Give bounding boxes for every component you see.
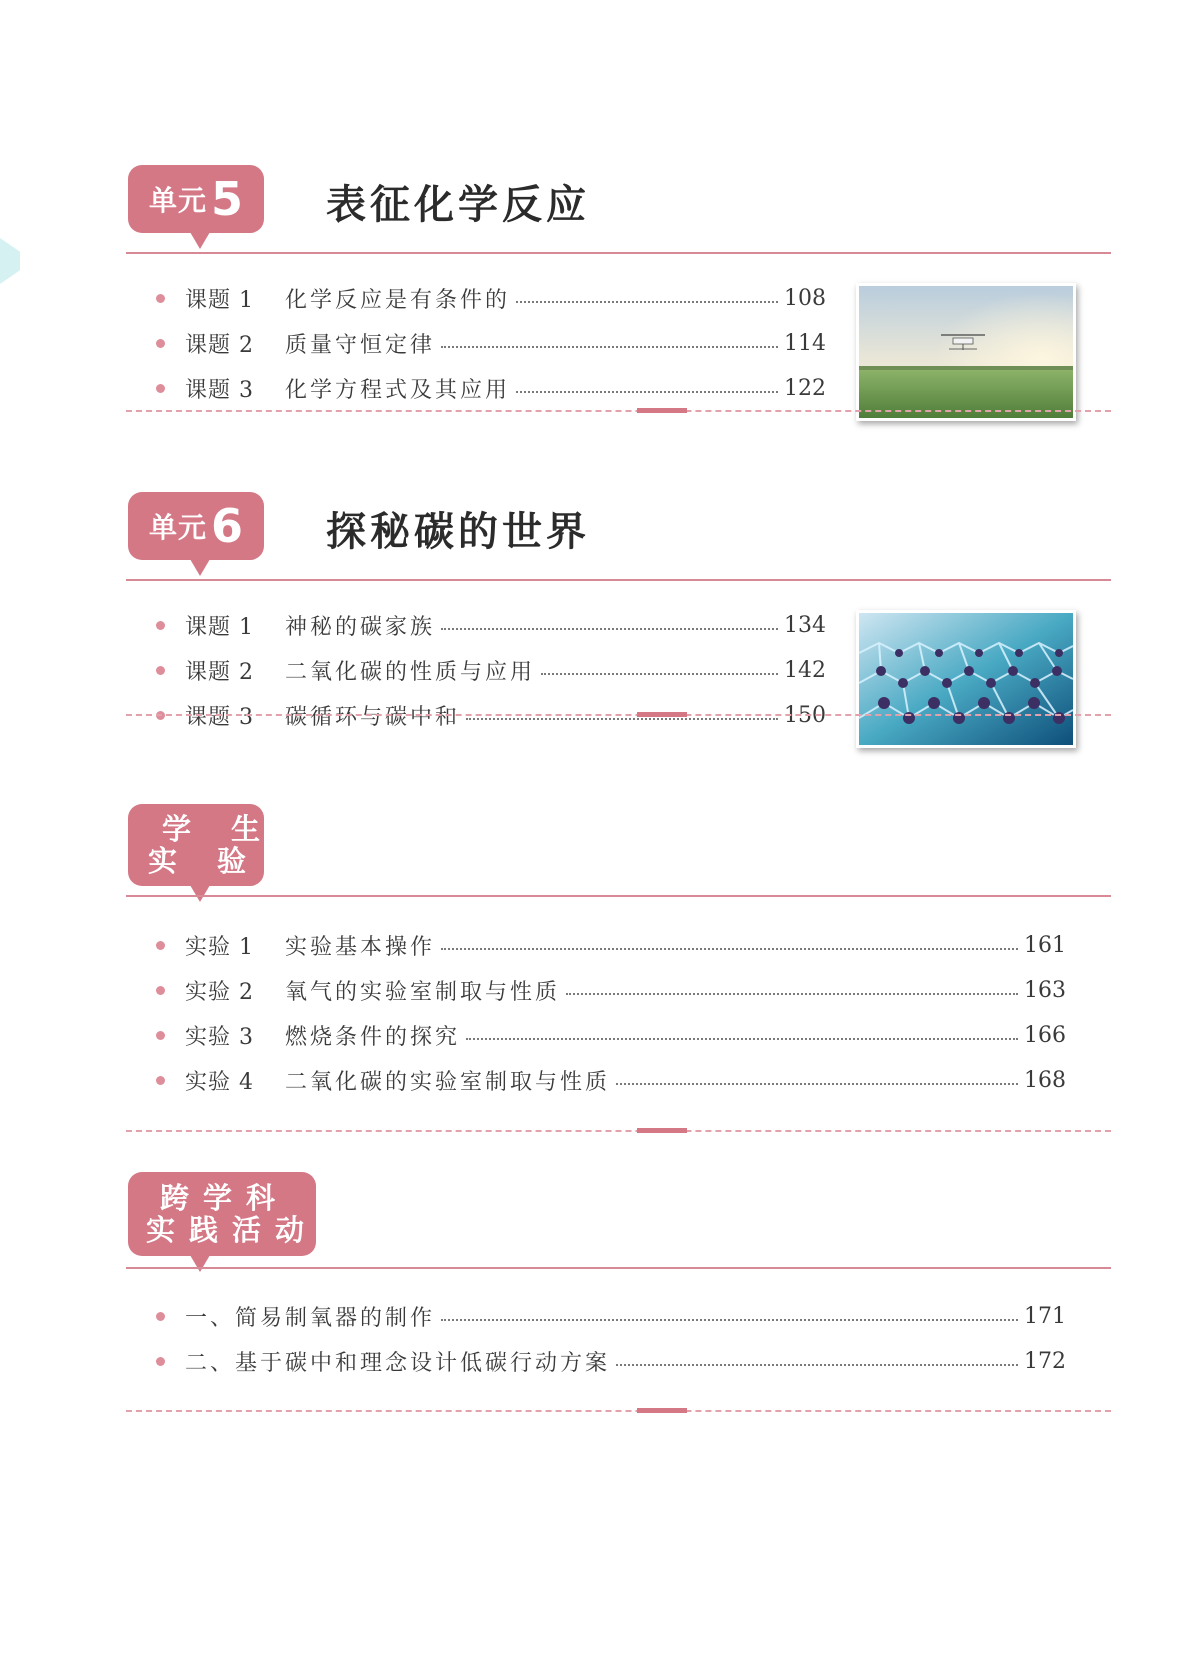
entry-label: 课题 1 — [185, 614, 254, 640]
leader-dots — [541, 673, 778, 675]
entry-title: 化学反应是有条件的 — [285, 287, 511, 313]
entry-page: 163 — [1024, 977, 1066, 1003]
leader-dots — [466, 1038, 1018, 1040]
leader-dots — [516, 301, 778, 303]
entry-page: 142 — [784, 657, 826, 683]
leader-dots — [566, 993, 1018, 995]
bullet-icon — [156, 339, 165, 348]
section-divider — [126, 714, 1111, 716]
practice-tag-line1: 跨学科 — [160, 1181, 290, 1215]
divider-accent — [637, 712, 687, 717]
entry-page: 161 — [1024, 932, 1066, 958]
entry-title: 碳循环与碳中和 — [285, 704, 461, 730]
bullet-icon — [156, 941, 165, 950]
unit-5-section — [126, 165, 1111, 455]
unit-5-tag — [128, 165, 264, 233]
entry-title: 质量守恒定律 — [285, 332, 436, 358]
divider-accent — [637, 1128, 687, 1133]
entry-label: 实验 3 — [185, 1024, 254, 1050]
practice-tag-line2: 实践活动 — [146, 1213, 319, 1247]
entry-label: 课题 1 — [185, 287, 254, 313]
entry-page: 168 — [1024, 1067, 1066, 1093]
divider-accent — [637, 1408, 687, 1413]
experiments-section — [126, 810, 1111, 1140]
entry-label: 实验 4 — [185, 1069, 254, 1095]
leader-dots — [441, 1319, 1018, 1321]
bullet-icon — [156, 294, 165, 303]
entry-title: 二氧化碳的实验室制取与性质 — [285, 1069, 611, 1095]
entry-page: 108 — [784, 285, 826, 311]
experiments-tag — [128, 804, 301, 886]
entry-title: 化学方程式及其应用 — [285, 377, 511, 403]
toc-entry[interactable] — [126, 1343, 1066, 1379]
entry-page: 166 — [1024, 1022, 1066, 1048]
entry-page: 171 — [1024, 1303, 1066, 1329]
bullet-icon — [156, 384, 165, 393]
experiments-rule — [126, 895, 1111, 897]
practice-rule — [126, 1267, 1111, 1269]
entry-label: 课题 3 — [185, 704, 254, 730]
entry-label: 课题 2 — [185, 332, 254, 358]
bullet-icon — [156, 986, 165, 995]
entry-page: 114 — [784, 330, 826, 356]
unit-5-title: 表征化学反应 — [326, 182, 590, 228]
entry-title: 实验基本操作 — [285, 934, 436, 960]
toc-entry[interactable] — [126, 280, 826, 316]
leader-dots — [441, 948, 1018, 950]
section-divider — [126, 410, 1111, 412]
experiments-tag-line2: 实验 — [148, 844, 287, 878]
unit-6-rule — [126, 579, 1111, 581]
unit-6-title: 探秘碳的世界 — [326, 509, 590, 555]
entry-title: 二氧化碳的性质与应用 — [285, 659, 536, 685]
bullet-icon — [156, 1031, 165, 1040]
toc-entry[interactable] — [126, 1298, 1066, 1334]
unit-tag-word: 单元 — [148, 511, 207, 544]
field-with-drone-photo — [856, 283, 1076, 421]
unit-tag-number: 6 — [211, 499, 244, 553]
toc-entry[interactable] — [126, 1062, 1066, 1098]
leader-dots — [466, 718, 778, 720]
bullet-icon — [156, 621, 165, 630]
unit-6-tag — [128, 492, 264, 560]
page-edge-marker — [0, 238, 20, 284]
toc-entry[interactable] — [126, 370, 826, 406]
entry-title: 氧气的实验室制取与性质 — [285, 979, 561, 1005]
unit-6-section — [126, 492, 1111, 782]
toc-entry[interactable] — [126, 972, 1066, 1008]
entry-page: 122 — [784, 375, 826, 401]
bullet-icon — [156, 666, 165, 675]
toc-entry[interactable] — [126, 1017, 1066, 1053]
bullet-icon — [156, 1312, 165, 1321]
entry-label: 课题 2 — [185, 659, 254, 685]
toc-entry[interactable] — [126, 325, 826, 361]
entry-page: 150 — [784, 702, 826, 728]
toc-entry[interactable] — [126, 652, 826, 688]
unit-tag-word: 单元 — [148, 184, 207, 217]
unit-tag-number: 5 — [211, 172, 244, 226]
leader-dots — [441, 346, 778, 348]
entry-title: 神秘的碳家族 — [285, 614, 436, 640]
entry-label: 实验 2 — [185, 979, 254, 1005]
leader-dots — [616, 1364, 1018, 1366]
practice-section — [126, 1180, 1111, 1430]
toc-entry[interactable] — [126, 927, 1066, 963]
bullet-icon — [156, 1357, 165, 1366]
leader-dots — [616, 1083, 1018, 1085]
bullet-icon — [156, 1076, 165, 1085]
section-divider — [126, 1410, 1111, 1412]
entry-page: 172 — [1024, 1348, 1066, 1374]
entry-title: 燃烧条件的探究 — [285, 1024, 461, 1050]
entry-label: 课题 3 — [185, 377, 254, 403]
graphene-lattice-photo — [856, 610, 1076, 748]
divider-accent — [637, 408, 687, 413]
leader-dots — [441, 628, 778, 630]
entry-title: 二、基于碳中和理念设计低碳行动方案 — [185, 1350, 611, 1376]
experiments-tag-line1: 学生 — [162, 812, 301, 846]
leader-dots — [516, 391, 778, 393]
unit-5-rule — [126, 252, 1111, 254]
entry-title: 一、简易制氧器的制作 — [185, 1305, 436, 1331]
entry-label: 实验 1 — [185, 934, 254, 960]
section-divider — [126, 1130, 1111, 1132]
entry-page: 134 — [784, 612, 826, 638]
practice-tag — [128, 1172, 319, 1256]
toc-entry[interactable] — [126, 607, 826, 643]
